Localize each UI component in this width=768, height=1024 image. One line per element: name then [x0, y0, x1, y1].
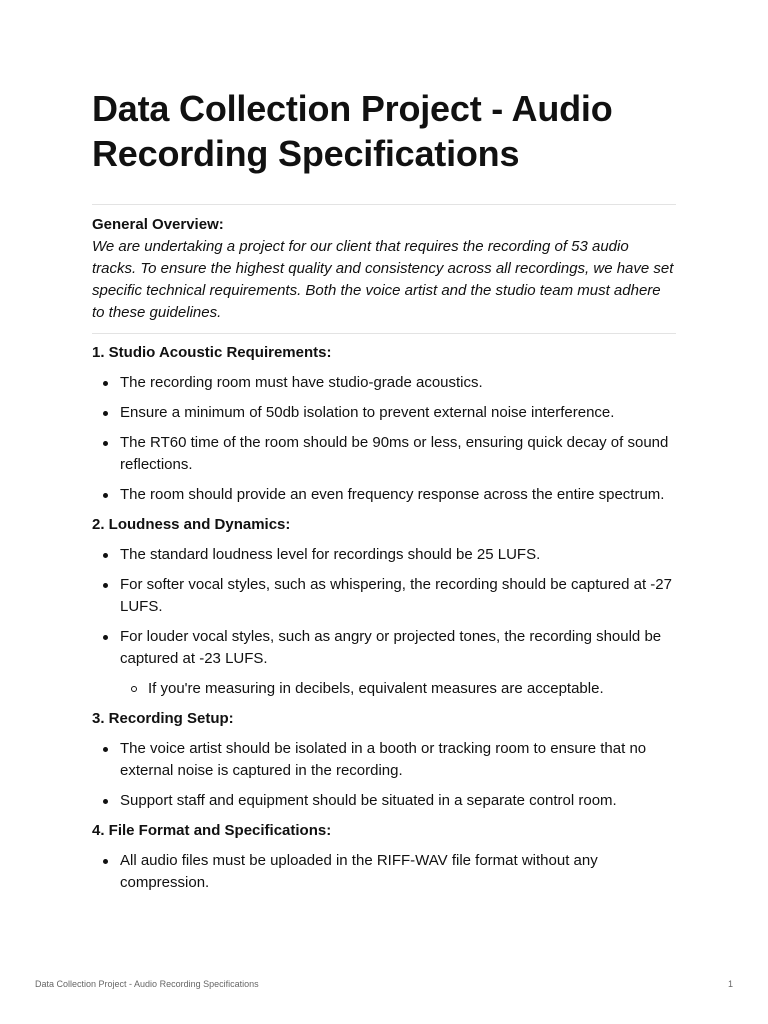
list-item: The room should provide an even frequency response across the entire spectrum.: [92, 484, 676, 506]
document-title: Data Collection Project - Audio Recording Specifications: [92, 88, 613, 174]
bullet-icon: [103, 411, 108, 416]
bullet-icon: [103, 799, 108, 804]
sub-list-item: If you're measuring in decibels, equivalent measures are acceptable.: [120, 678, 676, 700]
list-item: The voice artist should be isolated in a booth or tracking room to ensure that no external noise is captured in the recording.: [92, 738, 676, 782]
section-heading: 2. Loudness and Dynamics:: [92, 516, 291, 533]
document-page: [92, 86, 676, 902]
general-overview: [92, 205, 676, 333]
list-item: Ensure a minimum of 50db isolation to prevent external noise interference.: [92, 402, 676, 424]
page-number: 1: [727, 979, 733, 989]
list-item: For louder vocal styles, such as angry or projected tones, the recording should be captured at -23 LUFS. If you're measuring in decibels, equivalent measures are acceptable.: [92, 626, 676, 700]
list-item: The standard loudness level for recordings should be 25 LUFS.: [92, 544, 676, 566]
bullet-list: [92, 544, 676, 700]
bullet-list: [92, 372, 676, 506]
divider: [92, 333, 676, 334]
list-item: For softer vocal styles, such as whispering, the recording should be captured at -27 LUFS.: [92, 574, 676, 618]
sub-bullet-list: [120, 678, 676, 700]
bullet-icon: [103, 441, 108, 446]
list-item: All audio files must be uploaded in the RIFF-WAV file format without any compression.: [92, 850, 676, 894]
overview-heading: General Overview:: [92, 216, 224, 233]
section-heading: 3. Recording Setup:: [92, 710, 234, 727]
list-item: The RT60 time of the room should be 90ms or less, ensuring quick decay of sound reflections.: [92, 432, 676, 476]
bullet-icon: [103, 493, 108, 498]
bullet-icon: [103, 635, 108, 640]
bullet-icon: [103, 553, 108, 558]
list-item: The recording room must have studio-grade acoustics.: [92, 372, 676, 394]
section-heading: 4. File Format and Specifications:: [92, 822, 332, 839]
circle-bullet-icon: [131, 686, 137, 692]
footer-title: Data Collection Project - Audio Recording Specifications: [35, 979, 259, 989]
bullet-icon: [103, 747, 108, 752]
section-file-format: [92, 820, 676, 894]
section-loudness-dynamics: [92, 514, 676, 700]
section-studio-acoustics: [92, 342, 676, 506]
bullet-icon: [103, 859, 108, 864]
section-recording-setup: [92, 708, 676, 812]
bullet-icon: [103, 583, 108, 588]
bullet-list: [92, 738, 676, 812]
bullet-list: [92, 850, 676, 894]
overview-text: We are undertaking a project for our client that requires the recording of 53 audio tracks. To ensure the highest quality and consistency across all recordings, we have set specific technical requirements. Both the voice artist and the studio team must adhere to these guidelines.: [92, 238, 674, 321]
bullet-icon: [103, 381, 108, 386]
list-item: Support staff and equipment should be situated in a separate control room.: [92, 790, 676, 812]
section-heading: 1. Studio Acoustic Requirements:: [92, 344, 332, 361]
